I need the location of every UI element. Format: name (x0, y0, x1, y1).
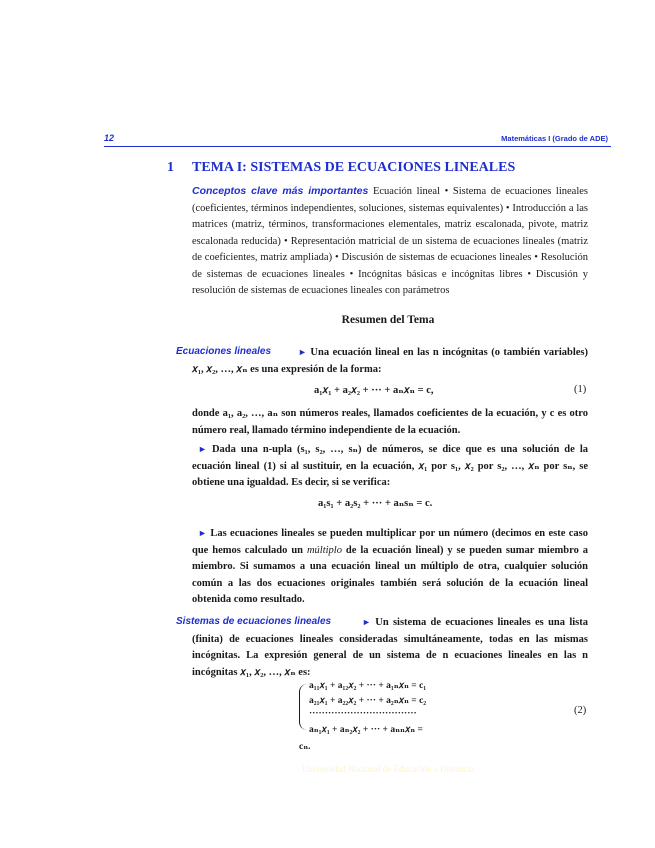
coefficients-description: donde a₁, a₂, …, aₙ son números reales, llamados coeficientes de la ecuación, y c es otro número real, llamado término independiente de la ecuación. (192, 408, 588, 436)
ecuaciones-paragraph-2 (192, 406, 588, 439)
sistemas-paragraph-1 (192, 614, 588, 681)
side-label-ecuaciones: Ecuaciones lineales (176, 346, 272, 357)
operations-text-pre: Las ecuaciones lineales se pueden multiplicar por un número (decimos en este caso que hemos calculado un (192, 528, 589, 556)
ecuaciones-paragraph-1 (192, 344, 588, 378)
running-header-title: Matemáticas I (Grado de ADE) (501, 134, 608, 143)
header-rule (104, 146, 611, 147)
triangle-bullet-icon: ► (362, 617, 371, 627)
solution-definition: Dada una n-upla (s₁, s₂, …, sₙ) de números, se dice que es una solución de la ecuación lineal (1) si al sustituir, en la ecuación, 𝑥₁ por s₁, 𝑥₂ por s₂, …, 𝑥ₙ por sₙ, se obtiene una igualdad. Es decir, si se verifica: (192, 444, 588, 488)
system-row-2: a₂₁𝑥₁ + a₂₂𝑥₂ + ··· + a₂ₙ𝑥ₙ = c₂ (309, 696, 427, 706)
key-concepts-lead: Conceptos clave más importantes (192, 185, 369, 197)
triangle-bullet-icon: ► (198, 444, 207, 454)
section-title: TEMA I: SISTEMAS DE ECUACIONES LINEALES (192, 160, 516, 175)
page-number: 12 (104, 133, 115, 143)
triangle-bullet-icon: ► (298, 347, 307, 357)
key-concepts-paragraph (192, 183, 588, 300)
ecuaciones-paragraph-4 (192, 525, 588, 609)
ecuaciones-definition: Una ecuación lineal en las n incógnitas (o también variables) 𝑥₁, 𝑥₂, …, 𝑥ₙ es una expresión de la forma: (192, 347, 588, 375)
system-definition: Un sistema de ecuaciones lineales es una lista (finita) de ecuaciones lineales consideradas simultáneamente, todas en las mismas incógnitas. La expresión general de un sistema de n ecuaciones lineales en las n incógnitas 𝑥₁, 𝑥₂, …, 𝑥ₙ es: (192, 617, 588, 678)
system-row-n-constant: cₙ. (299, 742, 311, 752)
equation-2-number: (2) (574, 705, 587, 716)
equation-1: a₁𝑥₁ + a₂𝑥₂ + ··· + aₙ𝑥ₙ = c, (314, 385, 434, 396)
system-row-dots: ·································· (309, 709, 417, 719)
system-row-n: aₙ₁𝑥₁ + aₙ₂𝑥₂ + ··· + aₙₙ𝑥ₙ = (309, 725, 423, 735)
multiple-term: múltiplo (306, 544, 342, 556)
side-label-sistemas: Sistemas de ecuaciones lineales (176, 616, 332, 627)
ecuaciones-paragraph-3 (192, 441, 588, 492)
equation-1-number: (1) (574, 384, 587, 395)
system-row-1: a₁₁𝑥₁ + a₁₂𝑥₂ + ··· + a₁ₙ𝑥ₙ = c₁ (309, 681, 427, 691)
triangle-bullet-icon: ► (198, 528, 207, 538)
footer-university: Universidad Nacional de Educación a Distancia (301, 764, 475, 774)
operations-text-post: de la ecuación lineal) y se pueden sumar miembro a miembro. Si sumamos a una ecuación lineal un múltiplo de otra, cualquier solución común a las dos ecuaciones originales también será solución de la ecuación lineal obtenida como resultado. (192, 544, 588, 605)
summary-title: Resumen del Tema (341, 314, 435, 326)
equation-solution: a₁s₁ + a₂s₂ + ··· + aₙsₙ = c. (318, 498, 433, 509)
section-number: 1 (167, 160, 174, 175)
key-concepts-text: Ecuación lineal • Sistema de ecuaciones lineales (coeficientes, términos independientes, soluciones, sistemas equivalentes) • Introducción a las matrices (matriz, términos, transformaciones elementales, matriz escalonada, pivote, matriz escalonada reducida) • Representación matricial de un sistema de ecuaciones lineales (matriz de coeficientes, matriz ampliada) • Discusión de sistemas de ecuaciones lineales • Resolución de sistemas de ecuaciones lineales • Incógnitas básicas e incógnitas libres • Discusión y resolución de sistemas de ecuaciones lineales con parámetros (192, 186, 589, 296)
